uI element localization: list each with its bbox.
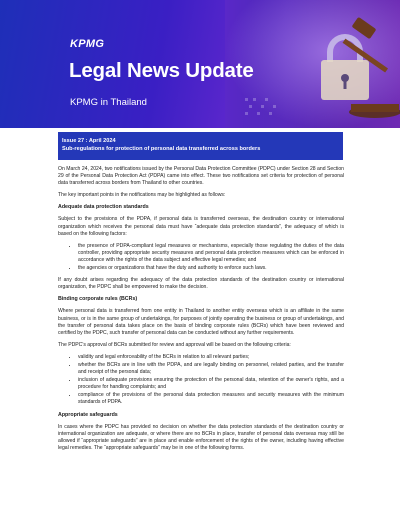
section-heading-adequate-standards: Adequate data protection standards xyxy=(58,204,149,211)
section-heading-safeguards: Appropriate safeguards xyxy=(58,411,118,418)
newsletter-subtitle: KPMG in Thailand xyxy=(70,97,147,108)
intro-paragraph: On March 24, 2024, two notifications issued by the Personal Data Protection Committee (PDPC) under Section 28 and Section 29 of the Personal Data Protection Act (PDPA) came into effect. These two notifications set criteria for protection of personal data transferred across borders from Thailand to other countries. xyxy=(58,166,344,187)
list-item: • whether the BCRs are in line with the PDPA, and are legally binding on personnel, related parties, and the transfer and receipt of the personal data; xyxy=(78,362,344,376)
section3-paragraph: In cases where the PDPC has provided no decision on whether the data protection standards of the destination country or international organization are adequate, or where there are no BCRs in place, transfer of personal data overseas may still be allowed if “appropriate safeguards” are in place and enable enforcement of the rights of the owner, including having effective legal remedies. The “appropriate safeguards” may be in one of the following forms. xyxy=(58,423,344,451)
newsletter-title: Legal News Update xyxy=(69,59,254,82)
section1-closing-paragraph: If any doubt arises regarding the adequacy of the data protection standards of the destination country or international organization, the PDPC shall be empowered to make the decision. xyxy=(58,277,344,291)
issue-number: Issue 27 : April 2024 xyxy=(62,138,116,144)
issue-header-box xyxy=(58,132,343,160)
section2-paragraph: Where personal data is transferred from one entity in Thailand to another entity overseas which is an affiliate in the same business, or is in the same group of undertakings, for purposes of jointly operating the business or group of undertakings, and the transfer of personal data takes place on the basis of binding corporate rules (BCRs) which have been reviewed and certified by the PDPC, such transfer of personal data can be conducted without any further requirements. xyxy=(58,308,344,336)
section1-bullet-list xyxy=(58,243,344,272)
section2-bullet-list xyxy=(58,354,344,407)
list-item: • validity and legal enforceability of the BCRs in relation to all relevant parties; xyxy=(78,354,344,361)
header-banner xyxy=(0,0,400,128)
kpmg-logo: KPMG xyxy=(70,38,105,50)
list-item: • the presence of PDPA-compliant legal measures or mechanisms, especially those regulating the duties of the data controller, providing appropriate security measures and personal data protection measures which can be enforced in accordance with the rights of the data subject and effective legal remedies; and xyxy=(78,243,344,264)
list-item: • the agencies or organizations that have the duty and authority to enforce such laws. xyxy=(78,265,344,272)
key-points-paragraph: The key important points in the notifications may be highlighted as follows: xyxy=(58,192,226,199)
list-item: • compliance of the provisions of the personal data protection measures and security measures with the minimum standards of PDPA. xyxy=(78,392,344,406)
section1-paragraph: Subject to the provisions of the PDPA, if personal data is transferred overseas, the destination country or international organization which receives the personal data must have “adequate data protection standards”, the adequacy of which is based on the following factors: xyxy=(58,216,344,237)
article-body xyxy=(58,166,344,457)
section-heading-bcrs: Binding corporate rules (BCRs) xyxy=(58,296,138,303)
section2-criteria-intro: The PDPC's approval of BCRs submitted for review and approval will be based on the following criteria: xyxy=(58,341,291,348)
issue-headline: Sub-regulations for protection of personal data transferred across borders xyxy=(62,146,261,152)
list-item: • inclusion of adequate provisions ensuring the protection of the personal data, retention of the owner's rights, and a procedure for handling complaints; and xyxy=(78,377,344,391)
